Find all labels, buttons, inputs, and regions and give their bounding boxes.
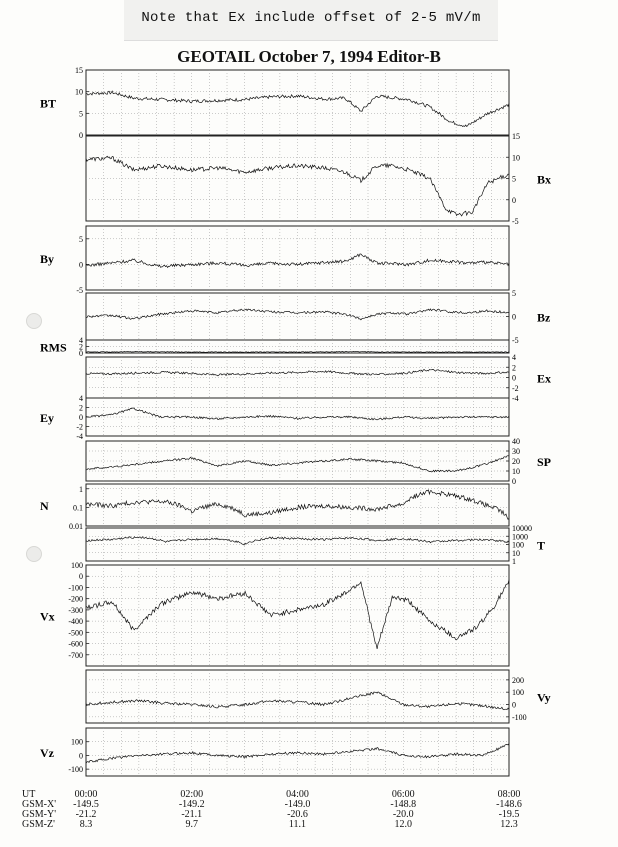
panel-sp: [86, 437, 551, 486]
tick-label: 1: [79, 484, 83, 494]
tick-label: 2: [79, 342, 83, 352]
tick-label: -600: [68, 639, 83, 649]
tick-label: 100: [71, 737, 83, 747]
offset-note: Note that Ex include offset of 2-5 mV/m: [124, 0, 498, 41]
tick-label: 5: [512, 289, 516, 298]
panel-bx: [86, 132, 551, 226]
tick-label: 10: [75, 87, 83, 97]
footer-value: 12.3: [500, 819, 518, 830]
panel-label: Vz: [40, 746, 54, 760]
tick-label: -100: [512, 712, 527, 722]
tick-label: 100: [512, 540, 524, 550]
tick-label: 10: [512, 548, 520, 558]
tick-label: -5: [512, 217, 519, 226]
tick-label: 4: [79, 394, 83, 403]
panel-n: [40, 484, 509, 531]
tick-label: 20: [512, 457, 520, 466]
tick-label: -4: [512, 394, 519, 403]
tick-label: 10: [512, 467, 520, 476]
tick-label: -100: [68, 765, 83, 775]
footer-value: -149.2: [178, 799, 205, 810]
panel-label: Ey: [40, 411, 55, 425]
footer-value: -20.0: [392, 809, 414, 820]
tick-label: 100: [512, 688, 524, 698]
footer-value: 12.0: [394, 819, 412, 830]
panel-vx: [40, 561, 509, 666]
tick-label: 40: [512, 437, 520, 446]
footer-value: 02:00: [180, 789, 204, 800]
tick-label: 10000: [512, 524, 532, 533]
tick-label: -200: [68, 594, 83, 604]
tick-label: -2: [76, 422, 83, 432]
tick-label: 10: [512, 153, 520, 163]
tick-label: 5: [79, 234, 83, 244]
tick-label: 0: [512, 312, 516, 322]
tick-label: -5: [76, 286, 83, 295]
tick-label: 15: [75, 66, 83, 75]
panel-vy: [86, 670, 551, 723]
tick-label: -4: [76, 432, 83, 441]
panel-label: Bz: [537, 310, 551, 325]
tick-label: 0: [79, 349, 83, 358]
footer-value: -19.5: [498, 809, 520, 820]
tick-label: 0.01: [69, 522, 83, 531]
tick-label: -300: [68, 605, 83, 615]
footer-value: -21.2: [75, 809, 97, 820]
panel-t: [86, 524, 545, 566]
panel-label: Ex: [537, 371, 552, 386]
footer-value: -149.0: [284, 799, 311, 810]
footer-value: -149.5: [73, 799, 99, 810]
tick-label: 15: [512, 132, 520, 141]
tick-label: 1000: [512, 532, 528, 542]
panel-vz: [40, 728, 509, 776]
footer-row-label: GSM-Y': [22, 809, 57, 820]
page-title: GEOTAIL October 7, 1994 Editor-B: [177, 47, 441, 66]
tick-label: 0: [512, 700, 516, 710]
series-line-rms: [86, 351, 509, 352]
panel-label: RMS: [40, 340, 67, 355]
tick-label: 5: [512, 174, 516, 184]
tick-label: 0: [512, 373, 516, 383]
series-line-sp: [86, 456, 509, 472]
footer-value: 08:00: [497, 789, 521, 800]
tick-label: 0: [79, 131, 83, 140]
panel-label: By: [40, 252, 55, 266]
panel-label: T: [537, 538, 546, 553]
footer-value: -20.6: [287, 809, 308, 820]
footer-value: -148.8: [390, 799, 417, 810]
tick-label: 2: [79, 403, 83, 413]
panel-label: Bx: [537, 172, 552, 187]
footer-value: -21.1: [181, 809, 203, 820]
panel-label: Vy: [537, 690, 551, 705]
panel-ey: [40, 394, 509, 441]
tick-label: 0: [79, 572, 83, 582]
tick-label: -100: [68, 583, 83, 593]
panel-label: Vx: [40, 609, 55, 624]
tick-label: 100: [71, 561, 83, 570]
footer-row-label: GSM-Z': [22, 819, 55, 830]
series-line-bx: [86, 156, 509, 216]
panel-label: N: [40, 499, 49, 513]
footer-row-label: GSM-X': [22, 799, 57, 810]
panel-label: SP: [537, 455, 552, 469]
footer-value: 11.1: [288, 819, 307, 830]
panel-rms: [40, 336, 509, 358]
tick-label: 0: [512, 477, 516, 486]
tick-label: -5: [512, 336, 519, 345]
tick-label: 0: [79, 751, 83, 761]
footer-value: 8.3: [79, 819, 93, 830]
footer-value: 06:00: [391, 789, 415, 800]
panel-bz: [86, 289, 551, 345]
footer-value: -148.6: [496, 799, 522, 810]
tick-label: 1: [512, 557, 516, 566]
tick-label: 0: [512, 195, 516, 205]
tick-label: -2: [512, 383, 519, 393]
tick-label: 0.1: [73, 503, 83, 513]
footer-row-label: UT: [22, 789, 36, 800]
tick-label: 4: [79, 336, 83, 345]
tick-label: -500: [68, 628, 83, 638]
tick-label: 2: [512, 363, 516, 373]
panel-by: [40, 226, 509, 295]
panel-bt: [40, 66, 509, 140]
panel-ex: [86, 353, 551, 403]
tick-label: -400: [68, 617, 83, 627]
footer-value: 04:00: [286, 789, 309, 800]
panel-label: BT: [40, 96, 57, 111]
footer-value: 9.7: [185, 819, 198, 830]
tick-label: 5: [79, 109, 83, 119]
tick-label: 200: [512, 675, 524, 685]
tick-label: 4: [512, 353, 516, 362]
tick-label: 0: [79, 413, 83, 422]
tick-label: 0: [79, 260, 83, 270]
footer-value: 00:00: [74, 789, 98, 800]
tick-label: -700: [68, 650, 83, 660]
tick-label: 30: [512, 447, 520, 456]
